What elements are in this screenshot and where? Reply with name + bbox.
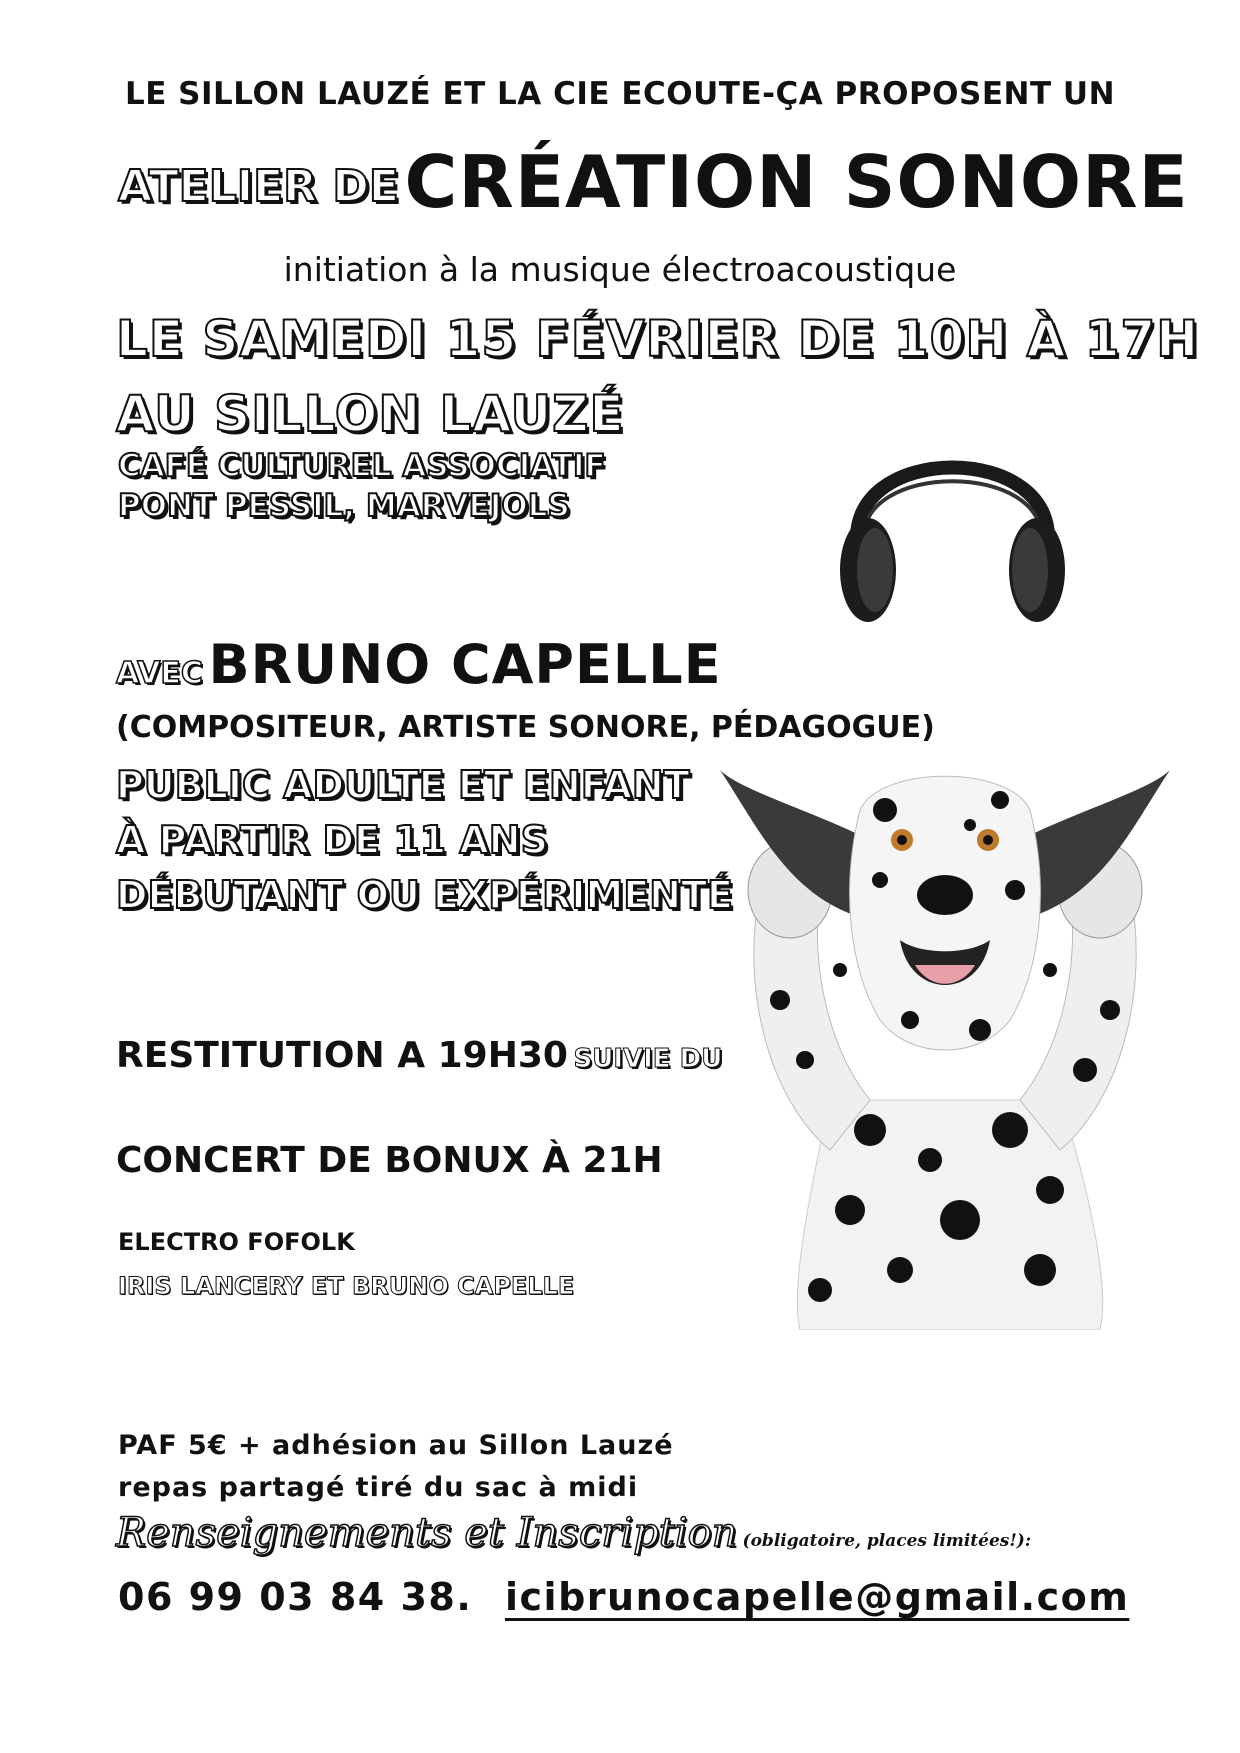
artist-name: BRUNO CAPELLE (208, 633, 722, 696)
concert-artists: IRIS LANCERY ET BRUNO CAPELLE (118, 1272, 575, 1300)
public-block (116, 758, 733, 923)
venue-name: AU SILLON LAUZÉ (116, 385, 625, 443)
registration-heading (116, 1510, 1031, 1556)
intro-line: LE SILLON LAUZÉ ET LA CIE ECOUTE-ÇA PROPOSENT UN (124, 76, 1116, 112)
restitution-line (116, 1035, 722, 1076)
dalmatian-dog-image (720, 770, 1170, 1330)
subtitle: initiation à la musique électroacoustique (283, 250, 957, 289)
venue-desc-line: PONT PESSIL, MARVEJOLS (118, 488, 570, 524)
venue-desc-line: CAFÉ CULTUREL ASSOCIATIF (118, 448, 606, 484)
public-line: PUBLIC ADULTE ET ENFANT (116, 763, 690, 807)
restitution-time: RESTITUTION A 19H30 (116, 1035, 568, 1076)
email-link[interactable]: icibrunocapelle@gmail.com (505, 1575, 1130, 1619)
concert-line: CONCERT DE BONUX À 21H (116, 1140, 663, 1181)
title-main: CRÉATION SONORE (404, 140, 1189, 224)
public-line: DÉBUTANT OU EXPÉRIMENTÉ (116, 873, 733, 917)
phone-number: 06 99 03 84 38. (118, 1575, 473, 1619)
artist-roles: (COMPOSITEUR, ARTISTE SONORE, PÉDAGOGUE) (116, 710, 935, 745)
price-info (118, 1425, 674, 1509)
date-line: LE SAMEDI 15 FÉVRIER DE 10H À 17H (116, 310, 1200, 368)
headphones-image (830, 400, 1075, 635)
artist-line (116, 633, 722, 696)
venue-description (118, 446, 606, 526)
public-line: À PARTIR DE 11 ANS (116, 818, 548, 862)
registration-label: Renseignements et Inscription (116, 1510, 738, 1556)
meal-line: repas partagé tiré du sac à midi (118, 1472, 639, 1503)
page-title (118, 140, 1189, 224)
restitution-suffix: SUIVIE DU (573, 1044, 723, 1074)
artist-prefix: AVEC (116, 656, 203, 691)
registration-note: (obligatoire, places limitées!): (742, 1531, 1032, 1551)
title-prefix: ATELIER DE (118, 161, 399, 212)
concert-style: ELECTRO FOFOLK (118, 1228, 355, 1256)
contact-line (118, 1575, 1129, 1619)
price-line: PAF 5€ + adhésion au Sillon Lauzé (118, 1430, 674, 1461)
